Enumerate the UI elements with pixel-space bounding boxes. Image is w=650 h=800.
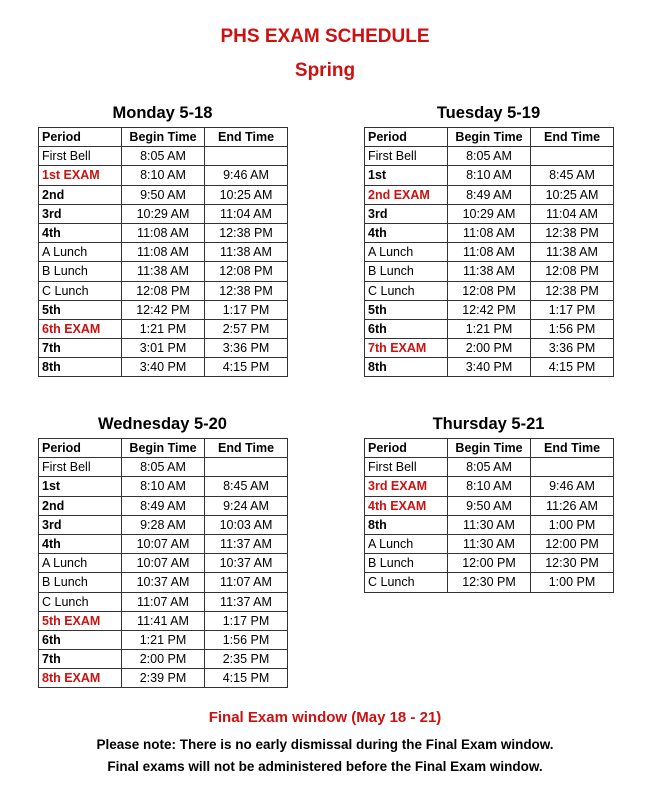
period-cell: 7th [39, 650, 122, 669]
table-row [39, 319, 288, 338]
period-cell: 7th [39, 339, 122, 358]
header-end-time: End Time [205, 128, 288, 147]
table-header-row [39, 128, 288, 147]
header-period: Period [365, 439, 448, 458]
table-row [365, 358, 614, 377]
period-cell: 2nd [39, 185, 122, 204]
begin-time-cell: 1:21 PM [122, 630, 205, 649]
begin-time-cell: 10:29 AM [448, 204, 531, 223]
begin-time-cell: 8:10 AM [122, 166, 205, 185]
administration-note: Final exams will not be administered before the Final Exam window. [107, 759, 543, 774]
header-period: Period [365, 128, 448, 147]
end-time-cell: 1:00 PM [531, 515, 614, 534]
begin-time-cell: 11:08 AM [122, 243, 205, 262]
begin-time-cell: 11:38 AM [122, 262, 205, 281]
begin-time-cell: 1:21 PM [448, 319, 531, 338]
period-cell: 2nd EXAM [365, 185, 448, 204]
table-header-row [365, 439, 614, 458]
table-row [39, 223, 288, 242]
end-time-cell: 10:25 AM [205, 185, 288, 204]
end-time-cell: 10:25 AM [531, 185, 614, 204]
schedule-table-monday [38, 127, 288, 377]
end-time-cell: 11:04 AM [531, 204, 614, 223]
begin-time-cell: 11:07 AM [122, 592, 205, 611]
period-cell: 4th [39, 534, 122, 553]
table-header-row [365, 128, 614, 147]
table-row [39, 185, 288, 204]
period-cell: B Lunch [365, 554, 448, 573]
header-end-time: End Time [205, 439, 288, 458]
begin-time-cell: 12:00 PM [448, 554, 531, 573]
period-cell: 4th EXAM [365, 496, 448, 515]
period-cell: 6th [39, 630, 122, 649]
end-time-cell: 12:38 PM [531, 281, 614, 300]
begin-time-cell: 2:00 PM [122, 650, 205, 669]
table-row [365, 496, 614, 515]
begin-time-cell: 8:05 AM [448, 458, 531, 477]
end-time-cell [205, 458, 288, 477]
table-row [365, 166, 614, 185]
table-row [365, 223, 614, 242]
period-cell: 5th [39, 300, 122, 319]
period-cell: 2nd [39, 496, 122, 515]
period-cell: 8th [39, 358, 122, 377]
end-time-cell: 10:37 AM [205, 554, 288, 573]
period-cell: C Lunch [365, 281, 448, 300]
end-time-cell: 12:00 PM [531, 534, 614, 553]
end-time-cell: 11:38 AM [531, 243, 614, 262]
period-cell: 1st EXAM [39, 166, 122, 185]
end-time-cell: 1:56 PM [531, 319, 614, 338]
header-period: Period [39, 128, 122, 147]
begin-time-cell: 9:50 AM [448, 496, 531, 515]
table-row [39, 243, 288, 262]
end-time-cell: 1:17 PM [205, 300, 288, 319]
period-cell: 3rd [365, 204, 448, 223]
begin-time-cell: 8:05 AM [122, 458, 205, 477]
begin-time-cell: 12:08 PM [448, 281, 531, 300]
table-row [39, 669, 288, 688]
dismissal-note: Please note: There is no early dismissal during the Final Exam window. [96, 737, 554, 752]
table-row [39, 458, 288, 477]
period-cell: 7th EXAM [365, 339, 448, 358]
end-time-cell: 4:15 PM [205, 358, 288, 377]
begin-time-cell: 10:29 AM [122, 204, 205, 223]
table-row [39, 166, 288, 185]
end-time-cell: 9:24 AM [205, 496, 288, 515]
final-exam-window: Final Exam window (May 18 - 21) [208, 709, 442, 726]
begin-time-cell: 2:00 PM [448, 339, 531, 358]
table-row [39, 147, 288, 166]
begin-time-cell: 12:30 PM [448, 573, 531, 592]
end-time-cell: 1:00 PM [531, 573, 614, 592]
end-time-cell: 12:38 PM [205, 281, 288, 300]
period-cell: A Lunch [39, 243, 122, 262]
begin-time-cell: 10:37 AM [122, 573, 205, 592]
header-end-time: End Time [531, 128, 614, 147]
table-row [365, 534, 614, 553]
header-begin-time: Begin Time [448, 128, 531, 147]
table-row [365, 573, 614, 592]
table-header-row [39, 439, 288, 458]
end-time-cell: 9:46 AM [205, 166, 288, 185]
header-begin-time: Begin Time [122, 128, 205, 147]
page-title: PHS EXAM SCHEDULE [220, 26, 430, 47]
table-row [365, 185, 614, 204]
table-row [365, 147, 614, 166]
table-row [365, 554, 614, 573]
end-time-cell [531, 458, 614, 477]
table-row [39, 262, 288, 281]
begin-time-cell: 11:41 AM [122, 611, 205, 630]
table-row [39, 650, 288, 669]
period-cell: 6th EXAM [39, 319, 122, 338]
end-time-cell [531, 147, 614, 166]
end-time-cell: 8:45 AM [205, 477, 288, 496]
table-row [365, 515, 614, 534]
begin-time-cell: 11:08 AM [122, 223, 205, 242]
end-time-cell: 2:35 PM [205, 650, 288, 669]
period-cell: B Lunch [39, 573, 122, 592]
period-cell: 3rd [39, 204, 122, 223]
end-time-cell: 11:38 AM [205, 243, 288, 262]
day-heading-thursday: Thursday 5-21 [432, 415, 545, 433]
header-end-time: End Time [531, 439, 614, 458]
table-row [39, 477, 288, 496]
table-row [39, 611, 288, 630]
begin-time-cell: 8:49 AM [122, 496, 205, 515]
period-cell: First Bell [39, 458, 122, 477]
begin-time-cell: 9:28 AM [122, 515, 205, 534]
end-time-cell: 12:38 PM [205, 223, 288, 242]
period-cell: 6th [365, 319, 448, 338]
end-time-cell: 11:37 AM [205, 592, 288, 611]
table-row [365, 281, 614, 300]
begin-time-cell: 3:40 PM [122, 358, 205, 377]
end-time-cell: 10:03 AM [205, 515, 288, 534]
period-cell: B Lunch [39, 262, 122, 281]
end-time-cell: 4:15 PM [531, 358, 614, 377]
period-cell: 3rd [39, 515, 122, 534]
end-time-cell: 11:37 AM [205, 534, 288, 553]
begin-time-cell: 11:38 AM [448, 262, 531, 281]
end-time-cell: 11:04 AM [205, 204, 288, 223]
period-cell: A Lunch [365, 534, 448, 553]
end-time-cell: 11:26 AM [531, 496, 614, 515]
begin-time-cell: 8:10 AM [122, 477, 205, 496]
period-cell: A Lunch [39, 554, 122, 573]
begin-time-cell: 8:49 AM [448, 185, 531, 204]
period-cell: 8th [365, 515, 448, 534]
table-row [39, 515, 288, 534]
day-heading-monday: Monday 5-18 [112, 104, 213, 122]
table-row [39, 281, 288, 300]
begin-time-cell: 12:42 PM [448, 300, 531, 319]
end-time-cell: 1:17 PM [531, 300, 614, 319]
begin-time-cell: 1:21 PM [122, 319, 205, 338]
period-cell: C Lunch [39, 281, 122, 300]
header-period: Period [39, 439, 122, 458]
table-row [39, 534, 288, 553]
schedule-table-thursday [364, 438, 614, 593]
schedule-table-tuesday [364, 127, 614, 377]
period-cell: 3rd EXAM [365, 477, 448, 496]
table-row [365, 262, 614, 281]
table-row [365, 477, 614, 496]
end-time-cell: 9:46 AM [531, 477, 614, 496]
period-cell: 5th [365, 300, 448, 319]
end-time-cell: 8:45 AM [531, 166, 614, 185]
page-subtitle: Spring [294, 60, 356, 81]
end-time-cell: 1:56 PM [205, 630, 288, 649]
period-cell: 4th [39, 223, 122, 242]
end-time-cell: 1:17 PM [205, 611, 288, 630]
end-time-cell: 12:30 PM [531, 554, 614, 573]
table-row [39, 300, 288, 319]
end-time-cell: 12:08 PM [531, 262, 614, 281]
table-row [39, 358, 288, 377]
table-row [365, 339, 614, 358]
end-time-cell: 12:08 PM [205, 262, 288, 281]
table-row [39, 204, 288, 223]
begin-time-cell: 11:08 AM [448, 243, 531, 262]
table-row [365, 243, 614, 262]
begin-time-cell: 10:07 AM [122, 534, 205, 553]
table-row [39, 496, 288, 515]
end-time-cell: 2:57 PM [205, 319, 288, 338]
period-cell: First Bell [365, 458, 448, 477]
begin-time-cell: 8:10 AM [448, 477, 531, 496]
period-cell: C Lunch [39, 592, 122, 611]
period-cell: A Lunch [365, 243, 448, 262]
day-heading-tuesday: Tuesday 5-19 [436, 104, 541, 122]
header-begin-time: Begin Time [122, 439, 205, 458]
schedule-table-wednesday [38, 438, 288, 688]
table-row [39, 573, 288, 592]
period-cell: C Lunch [365, 573, 448, 592]
table-row [39, 630, 288, 649]
begin-time-cell: 11:30 AM [448, 534, 531, 553]
period-cell: 8th EXAM [39, 669, 122, 688]
end-time-cell: 3:36 PM [531, 339, 614, 358]
begin-time-cell: 3:40 PM [448, 358, 531, 377]
period-cell: First Bell [39, 147, 122, 166]
begin-time-cell: 12:42 PM [122, 300, 205, 319]
period-cell: 4th [365, 223, 448, 242]
table-row [365, 319, 614, 338]
table-row [365, 458, 614, 477]
period-cell: First Bell [365, 147, 448, 166]
period-cell: 1st [39, 477, 122, 496]
begin-time-cell: 8:10 AM [448, 166, 531, 185]
begin-time-cell: 2:39 PM [122, 669, 205, 688]
end-time-cell: 3:36 PM [205, 339, 288, 358]
end-time-cell: 12:38 PM [531, 223, 614, 242]
day-heading-wednesday: Wednesday 5-20 [97, 415, 227, 433]
end-time-cell [205, 147, 288, 166]
header-begin-time: Begin Time [448, 439, 531, 458]
table-row [365, 204, 614, 223]
begin-time-cell: 11:30 AM [448, 515, 531, 534]
begin-time-cell: 10:07 AM [122, 554, 205, 573]
begin-time-cell: 11:08 AM [448, 223, 531, 242]
period-cell: 1st [365, 166, 448, 185]
period-cell: 8th [365, 358, 448, 377]
table-row [39, 592, 288, 611]
end-time-cell: 4:15 PM [205, 669, 288, 688]
table-row [39, 339, 288, 358]
end-time-cell: 11:07 AM [205, 573, 288, 592]
period-cell: B Lunch [365, 262, 448, 281]
begin-time-cell: 9:50 AM [122, 185, 205, 204]
begin-time-cell: 12:08 PM [122, 281, 205, 300]
begin-time-cell: 8:05 AM [448, 147, 531, 166]
begin-time-cell: 8:05 AM [122, 147, 205, 166]
begin-time-cell: 3:01 PM [122, 339, 205, 358]
table-row [39, 554, 288, 573]
table-row [365, 300, 614, 319]
period-cell: 5th EXAM [39, 611, 122, 630]
